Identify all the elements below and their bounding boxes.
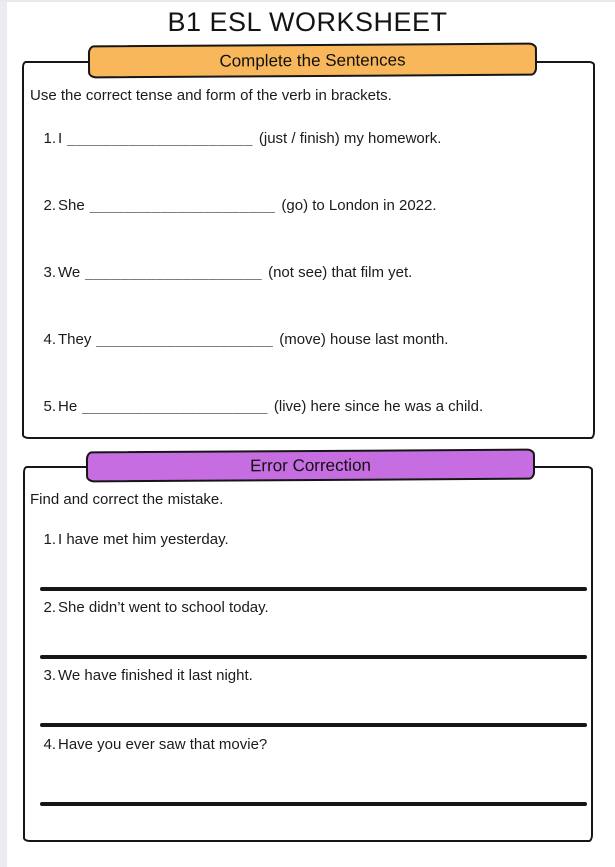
error-item — [36, 599, 269, 616]
item-number: 4. — [43, 331, 56, 348]
error-item-text: Have you ever saw that movie? — [58, 736, 268, 753]
item-before-text: He — [58, 398, 78, 415]
item-number: 4. — [43, 736, 56, 753]
fill-item — [36, 197, 437, 214]
item-blank: ____________________ — [96, 331, 274, 348]
item-after-text: (live) here since he was a child. — [273, 398, 484, 415]
section-complete-header — [88, 43, 537, 79]
answer-line — [40, 802, 587, 806]
item-after-text: (just / finish) my homework. — [258, 130, 442, 147]
item-after-text: (go) to London in 2022. — [281, 197, 437, 214]
answer-line — [40, 587, 587, 591]
fill-item — [36, 331, 448, 348]
section-error-instruction: Find and correct the mistake. — [30, 491, 224, 508]
item-after-text: (not see) that film yet. — [268, 264, 413, 281]
section-complete-instruction: Use the correct tense and form of the verb in brackets. — [30, 87, 392, 104]
fill-item — [36, 264, 412, 281]
section-complete-panel — [22, 61, 595, 439]
page-edge-strip-top — [0, 0, 615, 2]
item-number: 5. — [43, 398, 56, 415]
error-item-text: We have finished it last night. — [58, 667, 253, 684]
fill-item — [36, 398, 483, 415]
item-number: 1. — [43, 130, 56, 147]
item-number: 2. — [43, 599, 56, 616]
item-number: 3. — [43, 264, 56, 281]
item-number: 1. — [43, 531, 56, 548]
answer-line — [40, 655, 587, 659]
error-item — [36, 667, 253, 684]
item-before-text: We — [58, 264, 81, 281]
item-before-text: I — [58, 130, 63, 147]
error-item — [36, 736, 267, 753]
item-blank: _____________________ — [89, 197, 276, 214]
item-blank: ____________________ — [85, 264, 263, 281]
item-blank: _____________________ — [67, 130, 253, 147]
section-error-panel — [23, 466, 593, 842]
fill-item — [36, 130, 441, 147]
error-item — [36, 531, 229, 548]
page-edge-strip-left — [0, 0, 7, 867]
section-error-header — [86, 449, 535, 483]
section-error-header-label: Error Correction — [249, 455, 372, 475]
item-blank: _____________________ — [82, 398, 268, 415]
item-number: 3. — [43, 667, 56, 684]
item-before-text: They — [58, 331, 92, 348]
error-item-text: She didn’t went to school today. — [58, 599, 269, 616]
item-number: 2. — [43, 197, 56, 214]
item-before-text: She — [58, 197, 85, 214]
page-title: B1 ESL WORKSHEET — [167, 7, 448, 37]
item-after-text: (move) house last month. — [279, 331, 449, 348]
answer-line — [40, 723, 587, 727]
error-item-text: I have met him yesterday. — [58, 531, 229, 548]
section-complete-header-label: Complete the Sentences — [219, 49, 406, 71]
